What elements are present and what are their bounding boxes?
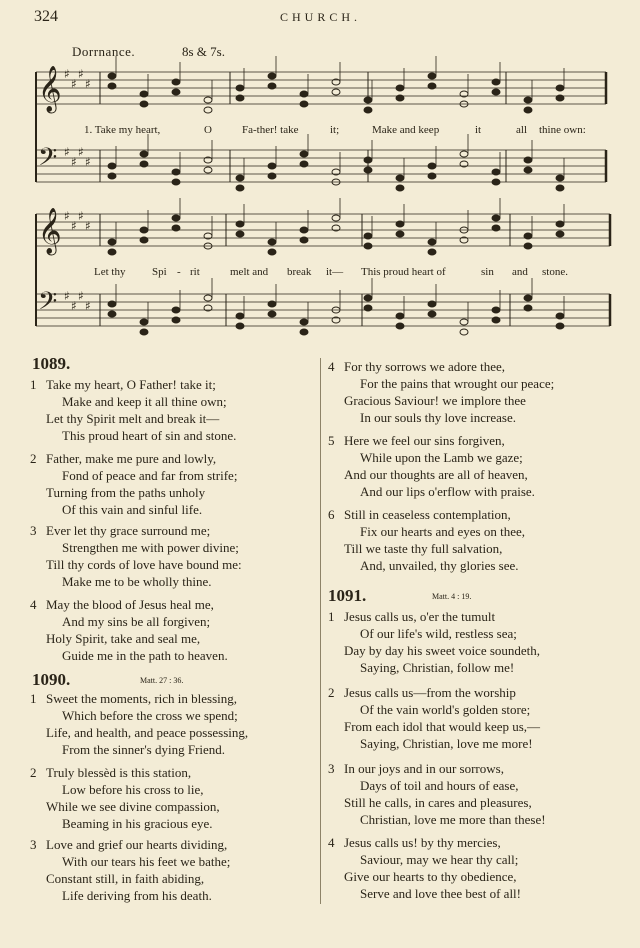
note-head	[236, 221, 244, 227]
scripture-reference: Matt. 4 : 19.	[432, 592, 472, 601]
stanza-line: Jesus calls us—from the worship	[344, 685, 516, 700]
stanza-line: Life deriving from his death.	[62, 888, 212, 903]
running-head: CHURCH.	[280, 10, 362, 24]
note-head	[332, 89, 340, 95]
stanza-line: Jesus calls us, o'er the tumult	[344, 609, 496, 624]
stanza-line: Guide me in the path to heaven.	[62, 648, 228, 663]
stanza-line: From each idol that would keep us,—	[344, 719, 541, 734]
note-head	[172, 215, 180, 221]
note-head	[364, 97, 372, 103]
note-head	[140, 151, 148, 157]
note-head	[140, 319, 148, 325]
note-head	[492, 79, 500, 85]
note-head	[108, 83, 116, 89]
music-lyric: -	[177, 266, 181, 278]
note-head	[492, 179, 500, 185]
music-score	[0, 0, 640, 340]
stanza-line: For the pains that wrought our peace;	[360, 376, 555, 391]
music-lyric: 1. Take my heart,	[84, 124, 161, 136]
sharp-sign: ♯	[71, 299, 77, 313]
note-head	[460, 329, 468, 335]
stanza-number: 2	[30, 765, 37, 780]
music-lyric: O	[204, 124, 212, 136]
note-head	[556, 185, 564, 191]
note-head	[172, 307, 180, 313]
stanza-line: Ever let thy grace surround me;	[46, 523, 211, 538]
sharp-sign: ♯	[85, 299, 91, 313]
stanza-line: Love and grief our hearts dividing,	[46, 837, 228, 852]
stanza-line: Jesus calls us! by thy mercies,	[344, 835, 501, 850]
note-head	[428, 311, 436, 317]
sharp-sign: ♯	[64, 209, 70, 223]
hymn-1089-stanza-3	[30, 522, 242, 590]
stanza-line: Christian, love me more than these!	[360, 812, 546, 827]
note-head	[556, 85, 564, 91]
stanza-number: 4	[328, 359, 335, 374]
tune-meter: 8s & 7s.	[182, 44, 225, 59]
note-head	[140, 161, 148, 167]
sharp-sign: ♯	[64, 145, 70, 159]
note-head	[524, 243, 532, 249]
note-head	[396, 95, 404, 101]
note-head	[300, 329, 308, 335]
music-lyric: and	[512, 266, 528, 278]
stanza-line: Days of toil and hours of ease,	[360, 778, 519, 793]
note-head	[492, 215, 500, 221]
note-head	[268, 249, 276, 255]
music-lyric: melt and	[230, 266, 269, 278]
music-lyric: sin	[481, 266, 494, 278]
stanza-line: Life, and health, and peace possessing,	[46, 725, 249, 740]
sharp-sign: ♯	[78, 289, 84, 303]
stanza-line: Of our life's wild, restless sea;	[360, 626, 517, 641]
note-head	[204, 295, 212, 301]
note-head	[108, 163, 116, 169]
note-head	[108, 239, 116, 245]
note-head	[268, 73, 276, 79]
stanza-line: Constant still, in faith abiding,	[46, 871, 205, 886]
stanza-line: Give our hearts to thy obedience,	[344, 869, 517, 884]
note-head	[236, 95, 244, 101]
stanza-line: Truly blessèd is this station,	[46, 765, 192, 780]
music-lyric: it;	[330, 124, 340, 136]
stanza-line: And my sins be all forgiven;	[62, 614, 211, 629]
note-head	[108, 173, 116, 179]
note-head	[108, 301, 116, 307]
stanza-line: Low before his cross to lie,	[62, 782, 204, 797]
note-head	[172, 89, 180, 95]
stanza-number: 3	[30, 523, 37, 538]
stanza-line: Till we taste thy full salvation,	[344, 541, 503, 556]
sharp-sign: ♯	[71, 155, 77, 169]
note-head	[108, 249, 116, 255]
note-head	[556, 231, 564, 237]
note-head	[364, 233, 372, 239]
stanza-line: In our souls thy love increase.	[360, 410, 516, 425]
hymn-number-1089: 1089.	[32, 354, 71, 373]
music-lyric: Make and keep	[372, 124, 440, 136]
note-head	[492, 307, 500, 313]
note-head	[428, 163, 436, 169]
note-head	[108, 311, 116, 317]
stanza-line: Day by day his sweet voice soundeth,	[344, 643, 541, 658]
note-head	[300, 161, 308, 167]
note-head	[140, 237, 148, 243]
note-head	[300, 227, 308, 233]
note-head	[268, 311, 276, 317]
note-head	[524, 305, 532, 311]
hymn-1091-stanza-2	[328, 684, 540, 752]
stanza-line: Make and keep it all thine own;	[62, 394, 227, 409]
music-lyric: Let thy	[94, 266, 126, 278]
note-head	[524, 233, 532, 239]
note-head	[556, 175, 564, 181]
music-lyric: all	[516, 124, 527, 136]
note-head	[428, 301, 436, 307]
note-head	[172, 317, 180, 323]
stanza-line: Fond of peace and far from strife;	[62, 468, 238, 483]
hymn-1090-stanza-1	[30, 690, 248, 758]
stanza-line: Holy Spirit, take and seal me,	[46, 631, 201, 646]
note-head	[396, 175, 404, 181]
note-head	[428, 249, 436, 255]
note-head	[428, 173, 436, 179]
hymn-1089-stanza-5	[328, 432, 535, 500]
hymn-number-1091: 1091.	[328, 586, 367, 605]
stanza-line: And our thoughts are all of heaven,	[344, 467, 528, 482]
note-head	[460, 151, 468, 157]
sharp-sign: ♯	[71, 219, 77, 233]
note-head	[236, 175, 244, 181]
sharp-sign: ♯	[78, 145, 84, 159]
note-head	[204, 107, 212, 113]
music-lyric: Fa-ther! take	[242, 124, 299, 136]
hymn-1090-stanza-3	[30, 836, 230, 904]
music-lyric: it	[475, 124, 482, 136]
stanza-number: 3	[30, 837, 37, 852]
music-lyric: break	[287, 266, 312, 278]
note-head	[524, 107, 532, 113]
note-head	[492, 169, 500, 175]
note-head	[492, 89, 500, 95]
stanza-line: Let thy Spirit melt and break it—	[46, 411, 220, 426]
stanza-line: Still in ceaseless contemplation,	[344, 507, 511, 522]
note-head	[236, 313, 244, 319]
stanza-line: And, unvailed, thy glories see.	[360, 558, 519, 573]
stanza-number: 2	[328, 685, 335, 700]
note-head	[524, 157, 532, 163]
stanza-line: Saviour, may we hear thy call;	[360, 852, 519, 867]
note-head	[140, 101, 148, 107]
music-lyric: Spi	[152, 266, 167, 278]
note-head	[300, 151, 308, 157]
stanza-line: Gracious Saviour! we implore thee	[344, 393, 526, 408]
hymn-1091-stanza-4	[328, 834, 521, 902]
hymn-1089-stanza-6	[328, 506, 525, 574]
hymn-number-1090: 1090.	[32, 670, 71, 689]
note-head	[140, 91, 148, 97]
note-head	[364, 167, 372, 173]
note-head	[460, 319, 468, 325]
note-head	[236, 323, 244, 329]
note-head	[364, 157, 372, 163]
note-head	[140, 329, 148, 335]
stanza-number: 1	[328, 609, 335, 624]
note-head	[300, 319, 308, 325]
tune-name: Dorrnance.	[72, 44, 136, 59]
note-head	[396, 85, 404, 91]
note-head	[524, 97, 532, 103]
note-head	[268, 301, 276, 307]
music-lyric: This proud heart of	[361, 266, 446, 278]
bass-clef: 𝄢	[38, 287, 58, 322]
stanza-line: With our tears his feet we bathe;	[62, 854, 231, 869]
stanza-line: From the sinner's dying Friend.	[62, 742, 226, 757]
stanza-line: Of this vain and sinful life.	[62, 502, 203, 517]
note-head	[236, 185, 244, 191]
note-head	[364, 243, 372, 249]
stanza-line: Of the vain world's golden store;	[360, 702, 531, 717]
stanza-line: While upon the Lamb we gaze;	[360, 450, 523, 465]
hymn-1090-stanza-2	[30, 764, 220, 832]
column-divider	[320, 358, 321, 904]
note-head	[364, 305, 372, 311]
note-head	[204, 167, 212, 173]
sharp-sign: ♯	[85, 155, 91, 169]
stanza-line: Till thy cords of love have bound me:	[46, 557, 242, 572]
note-head	[396, 323, 404, 329]
note-head	[396, 231, 404, 237]
stanza-line: Strengthen me with power divine;	[62, 540, 239, 555]
stanza-number: 5	[328, 433, 335, 448]
note-head	[492, 225, 500, 231]
stanza-line: Still he calls, in cares and pleasures,	[344, 795, 532, 810]
bass-clef: 𝄢	[38, 143, 58, 178]
note-head	[556, 323, 564, 329]
note-head	[268, 239, 276, 245]
treble-clef: 𝄞	[38, 66, 62, 112]
note-head	[172, 179, 180, 185]
note-head	[268, 163, 276, 169]
music-lyric: it—	[326, 266, 344, 278]
note-head	[268, 173, 276, 179]
music-lyric: thine own:	[539, 124, 586, 136]
note-head	[300, 237, 308, 243]
stanza-line: Saying, Christian, love me more!	[360, 736, 533, 751]
stanza-line: This proud heart of sin and stone.	[62, 428, 237, 443]
note-head	[556, 95, 564, 101]
music-lyric: rit	[190, 266, 200, 278]
stanza-line: Saying, Christian, follow me!	[360, 660, 515, 675]
stanza-line: In our joys and in our sorrows,	[344, 761, 504, 776]
hymn-1089-stanza-1	[30, 376, 236, 444]
stanza-line: Fix our hearts and eyes on thee,	[360, 524, 525, 539]
stanza-line: For thy sorrows we adore thee,	[344, 359, 506, 374]
note-head	[204, 97, 212, 103]
stanza-line: And our lips o'erflow with praise.	[360, 484, 535, 499]
note-head	[524, 295, 532, 301]
stanza-line: Sweet the moments, rich in blessing,	[46, 691, 238, 706]
stanza-line: Beaming in his gracious eye.	[62, 816, 213, 831]
note-head	[492, 317, 500, 323]
note-head	[172, 79, 180, 85]
note-head	[396, 221, 404, 227]
sharp-sign: ♯	[85, 77, 91, 91]
stanza-line: Father, make me pure and lowly,	[46, 451, 217, 466]
treble-clef: 𝄞	[38, 208, 62, 254]
note-head	[300, 101, 308, 107]
hymn-1091-stanza-1	[328, 608, 540, 676]
stanza-line: Here we feel our sins forgiven,	[344, 433, 505, 448]
music-lyric: stone.	[542, 266, 568, 278]
note-head	[556, 221, 564, 227]
sharp-sign: ♯	[64, 289, 70, 303]
note-head	[172, 169, 180, 175]
stanza-number: 4	[30, 597, 37, 612]
note-head	[332, 215, 340, 221]
scripture-reference: Matt. 27 : 36.	[140, 676, 184, 685]
stanza-number: 1	[30, 377, 37, 392]
note-head	[556, 313, 564, 319]
note-head	[428, 83, 436, 89]
note-head	[236, 231, 244, 237]
stanza-line: Serve and love thee best of all!	[360, 886, 521, 901]
note-head	[108, 73, 116, 79]
page-number: 324	[34, 8, 58, 25]
note-head	[524, 167, 532, 173]
sharp-sign: ♯	[85, 219, 91, 233]
hymn-1091-stanza-3	[328, 760, 546, 828]
stanza-line: Make me to be wholly thine.	[62, 574, 212, 589]
stanza-line: Take my heart, O Father! take it;	[46, 377, 216, 392]
note-head	[268, 83, 276, 89]
stanza-number: 3	[328, 761, 335, 776]
note-head	[172, 225, 180, 231]
hymn-1089-stanza-2	[30, 450, 237, 518]
sharp-sign: ♯	[78, 209, 84, 223]
note-head	[300, 91, 308, 97]
stanza-line: Which before the cross we spend;	[62, 708, 238, 723]
note-head	[364, 107, 372, 113]
stanza-number: 6	[328, 507, 335, 522]
hymn-1089-stanza-4	[30, 596, 228, 664]
note-head	[364, 295, 372, 301]
note-head	[140, 227, 148, 233]
sharp-sign: ♯	[71, 77, 77, 91]
stanza-line: Turning from the paths unholy	[46, 485, 206, 500]
note-head	[396, 185, 404, 191]
stanza-line: While we see divine compassion,	[46, 799, 220, 814]
note-head	[396, 313, 404, 319]
note-head	[428, 239, 436, 245]
stanza-line: May the blood of Jesus heal me,	[46, 597, 214, 612]
stanza-number: 4	[328, 835, 335, 850]
note-head	[428, 73, 436, 79]
stanza-number: 2	[30, 451, 37, 466]
sharp-sign: ♯	[78, 67, 84, 81]
stanza-number: 1	[30, 691, 37, 706]
sharp-sign: ♯	[64, 67, 70, 81]
note-head	[236, 85, 244, 91]
hymn-1089-stanza-4-cont	[328, 358, 554, 426]
